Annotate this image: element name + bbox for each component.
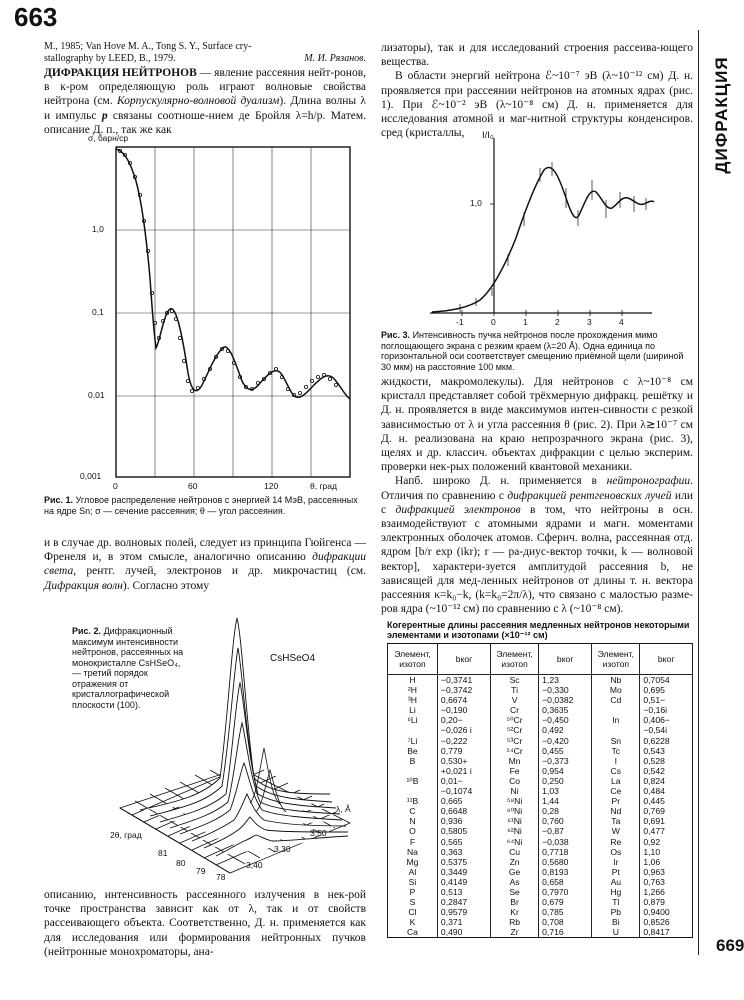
fig3-xtick-1: -1 xyxy=(456,317,464,327)
col3-values: 0,7054 0,695 0,51− −0,16i 0,406− −0,54i 0,6228 0,543 0,528 0,542 0,824 0,484 0,445 0,769 0,691 0,477 0,92 1,10 1,06 0,963 0,763 1,266 0,879 0,9400 0,8526 0,8417 xyxy=(640,675,693,938)
crossref-wave-diffraction[interactable]: Дифракция волн xyxy=(44,579,123,592)
fig3-curve xyxy=(432,168,654,312)
article-headword: ДИФРАКЦИЯ НЕЙТРОНОВ xyxy=(44,67,197,79)
fig1-xtick-3: 120 xyxy=(264,481,279,491)
reference-line-1: М., 1985; Van Hove M. A., Tong S. Y., Surface cry- xyxy=(44,41,252,52)
fig3-y-title: I/I₀ xyxy=(482,130,494,141)
fig3-xtick-2: 0 xyxy=(491,317,496,327)
fig2-lambda-tick-3: 3,40 xyxy=(246,860,263,870)
fig1-ytick-3: 0,01 xyxy=(88,390,105,400)
figure-2 xyxy=(110,598,360,882)
crossref-wave-particle[interactable]: Корпускулярно-волновой дуализм xyxy=(116,95,280,108)
left-para2-text-1: и в случае др. волновых полей, следует из принципа Гюйгенса — Френеля и, в этом смысле, аналогично описанию xyxy=(44,537,366,564)
fig1-ytick-2: 0,1 xyxy=(92,307,104,317)
right-para1-text: лизаторы), так и для исследований строения рассеива-ющего вещества. xyxy=(381,42,693,69)
header-element-2: Элемент, изотоп xyxy=(491,644,539,675)
margin-rule xyxy=(698,30,699,955)
fig1-caption-text: Угловое распределение нейтронов с энергией 14 МэВ, рассеянных на ядре Sn; σ — сечение рассеяния; θ — угол рассеяния. xyxy=(44,495,358,516)
reference-line-2 xyxy=(44,53,366,65)
article-intro xyxy=(44,66,366,137)
left-para2-text-2: , рентг. лучей, электронов и др. микрочастиц (см. xyxy=(73,565,366,578)
header-b-3: bког xyxy=(640,644,693,675)
intro-text-1: — явление рассеяния нейт-ронов, в к-ром определяющую роль играют волновые свойства нейтрона (см. xyxy=(44,67,366,108)
intro-symbol-p: p xyxy=(101,109,108,122)
intro-text-3: связаны соотноше-нием де Бройля λ=h/p. Матем. описание Д. п., так же как xyxy=(44,109,367,136)
running-head xyxy=(702,40,742,190)
fig3-xtick-6: 4 xyxy=(619,317,624,327)
right-para4-text-3: или с xyxy=(381,489,693,516)
header-element-3: Элемент, изотоп xyxy=(592,644,640,675)
left-para3-text: описанию, интенсивность рассеянного излучения в нек-рой точке пространства зависит как от λ, так и от свойств рассеивающего объекта. Соответственно, Д. н. применяется как для исследования или формирования нейтронных пучков (нейтронные монохроматоры, ана- xyxy=(44,889,366,958)
fig2-caption-text: Дифракционный максимум интенсивности нейтронов, рассеянных на монокристалле CsHSeO₄, — третий порядок отражения от кристаллографической плоскости (100). xyxy=(72,626,184,710)
right-paragraph-1 xyxy=(381,41,693,140)
crossref-light-diffraction[interactable]: дифракции света xyxy=(44,551,366,578)
fig3-xtick-3: 1 xyxy=(523,317,528,327)
header-b-1: bког xyxy=(437,644,490,675)
table-header-row xyxy=(388,644,693,675)
crossref-electron-diffraction[interactable]: дифракцией электронов xyxy=(395,503,521,516)
fig3-plot xyxy=(420,128,660,328)
fig2-lambda-tick-2: 3,30 xyxy=(274,844,291,854)
col2-values: 1,23 −0,330 −0,0382 0,3635 −0,450 0,492 −0,420 0,455 −0,373 0,954 0,250 1,03 1,44 0,28 0,760 −0,87 −0,038 0,7718 0,5680 0,8193 0,658 0,7970 0,679 0,785 0,708 0,716 xyxy=(539,675,592,938)
reference-line-2-text: stallography by LEED, B., 1979. xyxy=(44,52,176,64)
fig2-theta-axis-label: 2θ, град xyxy=(110,830,142,840)
right-para2-text: В области энергий нейтрона ℰ~10⁻⁷ эВ (λ~10⁻¹² см) Д. н. проявляется при рассеянии нейтронов на атомных ядрах (рис. 1). При ℰ~10⁻² эВ (λ~10⁻⁸ см) Д. н. применяется для исследования атомной и маг-нитной структуры конденсиров. сред (кристаллы, xyxy=(381,70,693,140)
running-head-text: ДИФРАКЦИЯ xyxy=(712,56,731,174)
left-para2-text-3: ). Согласно этому xyxy=(122,579,210,592)
crossref-xray-diffraction[interactable]: дифракцией рентгеновских лучей xyxy=(507,489,672,502)
right-para4-text-1: Напб. широко Д. н. применяется в xyxy=(395,475,607,488)
fig1-xtick-4: θ, град xyxy=(310,481,337,491)
fig1-ytick-1: 1,0 xyxy=(92,224,104,234)
col1-values: −0,3741 −0,3742 0,6674 −0,190 0,20− −0,026 i −0,222 0,779 0,530+ +0,021 i 0,01− −0,1074 0,665 0,6648 0,936 0,5805 0,565 0,363 0,5375 0,3449 0,4149 0,513 0,2847 0,9579 0,371 0,490 xyxy=(437,675,490,938)
fig2-compound-label: CsHSeO4 xyxy=(270,653,316,664)
fig3-caption xyxy=(381,330,693,372)
header-element-1: Элемент, изотоп xyxy=(388,644,438,675)
figure-3 xyxy=(420,128,660,328)
right-para4-text-2: . Отличия по сравнению с xyxy=(381,475,693,502)
fig3-caption-label: Рис. 3. xyxy=(381,330,411,340)
fig3-caption-text: Интенсивность пучка нейтронов после прохождения мимо поглощающего экрана с резким краем (λ=20 Å). Одна единица по горизонтальной оси соответствует смещению приёмной щели (шириной 30 мкм) на расстояние 100 мкм. xyxy=(381,330,684,372)
fig2-caption-label: Рис. 2. xyxy=(72,626,102,636)
figure-1 xyxy=(70,133,370,493)
fig3-xtick-4: 2 xyxy=(555,317,560,327)
fig2-lambda-axis-label: λ, Å xyxy=(336,804,351,814)
scattering-lengths-table-wrap xyxy=(387,643,693,938)
fig1-xtick-1: 0 xyxy=(113,481,118,491)
fig3-ytick: 1,0 xyxy=(470,198,482,208)
fig1-y-title: σ, барн/ср xyxy=(88,133,129,143)
reference-block xyxy=(44,41,366,64)
page-number-left: 663 xyxy=(14,2,58,32)
scattering-lengths-table xyxy=(387,643,693,938)
fig1-gridlines xyxy=(116,147,350,477)
col3-elements: Nb Mo Cd In Sn Tc I Cs La Ce Pr Nd Ta W Re Os Ir Pt Au Hg Tl Pb Bi U xyxy=(592,675,640,938)
header-b-2: bког xyxy=(539,644,592,675)
fig3-xtick-5: 3 xyxy=(587,317,592,327)
fig2-lambda-tick-1: 3,50 xyxy=(310,828,327,838)
fig1-data-points xyxy=(118,149,337,396)
table-body-row xyxy=(388,675,693,938)
right-para3-text: жидкости, макромолекулы). Для нейтронов с λ~10⁻⁸ см кристалл представляет собой трёхмерную дифракц. решётку и Д. н. проявляется в виде максимумов интен-сивности с резкой зависимостью от λ и угла рассеяния θ (рис. 2). При λ≳10⁻⁷ см Д. н. реализована на краю непрозрачного экрана (рис. 3), щелях и др. классич. объектах дифракции с целью эксперим. проверки нек-рых положений квантовой механики. xyxy=(381,376,693,474)
col2-elements: Sc Ti V Cr ⁵⁰Cr ⁵²Cr ⁵³Cr ⁵⁴Cr Mn Fe Co Ni ⁵⁸Ni ⁶⁰Ni ⁶¹Ni ⁶²Ni ⁶⁴Ni Cu Zn Ge As Se Br Kr Rb Zr xyxy=(491,675,539,938)
fig1-plot xyxy=(70,133,370,493)
fig2-theta-tick-3: 79 xyxy=(196,866,206,876)
fig2-theta-tick-4: 78 xyxy=(216,872,226,882)
crossref-neutronography[interactable]: нейтронографии xyxy=(606,475,691,488)
fig2-peak-lines xyxy=(140,618,348,856)
intro-text-2: ). Длина волны λ и импульс xyxy=(44,95,366,122)
page-number-right: 669 xyxy=(716,936,744,955)
reference-author: М. И. Рязанов. xyxy=(304,52,366,64)
fig1-ytick-4: 0,001 xyxy=(80,471,102,481)
left-paragraph-3 xyxy=(44,888,366,959)
left-paragraph-2 xyxy=(44,536,366,593)
right-para4-text-4: в том, что нейтроны в осн. взаимодействуют с атомными ядрами и магн. моментами электронных оболочек атомов. Сферич. волна, рассеянная отд. ядром [b/r exp (ikr); r — ра-диус-вектор точки, k — волновой вектор], характери-зуется амплитудой рассеяния b, не зависящей для мед-ленных нейтронов от длины т. н. вектора рассеяния κ=k₀−k, (k=k₀=2π/λ), что связано с малостью разме-ров ядра (~10⁻¹² см) по сравнению с λ (~10⁻⁸ см). xyxy=(381,503,693,616)
right-paragraph-3 xyxy=(381,375,693,616)
fig3-error-bars xyxy=(460,162,646,312)
fig1-xtick-2: 60 xyxy=(188,481,198,491)
col1-elements: H ²H ³H Li ⁶Li ⁷Li Be B ¹⁰B ¹¹B C N O F Na Mg Al Si P S Cl K Ca xyxy=(388,675,438,938)
table-title: Когерентные длины рассеяния медленных нейтронов некоторыми элементами и изотопами (×10⁻¹² см) xyxy=(387,620,690,640)
fig2-theta-tick-1: 81 xyxy=(158,848,168,858)
fig1-caption xyxy=(44,495,366,516)
fig1-caption-label: Рис. 1. xyxy=(44,495,74,505)
fig2-theta-tick-2: 80 xyxy=(176,858,186,868)
